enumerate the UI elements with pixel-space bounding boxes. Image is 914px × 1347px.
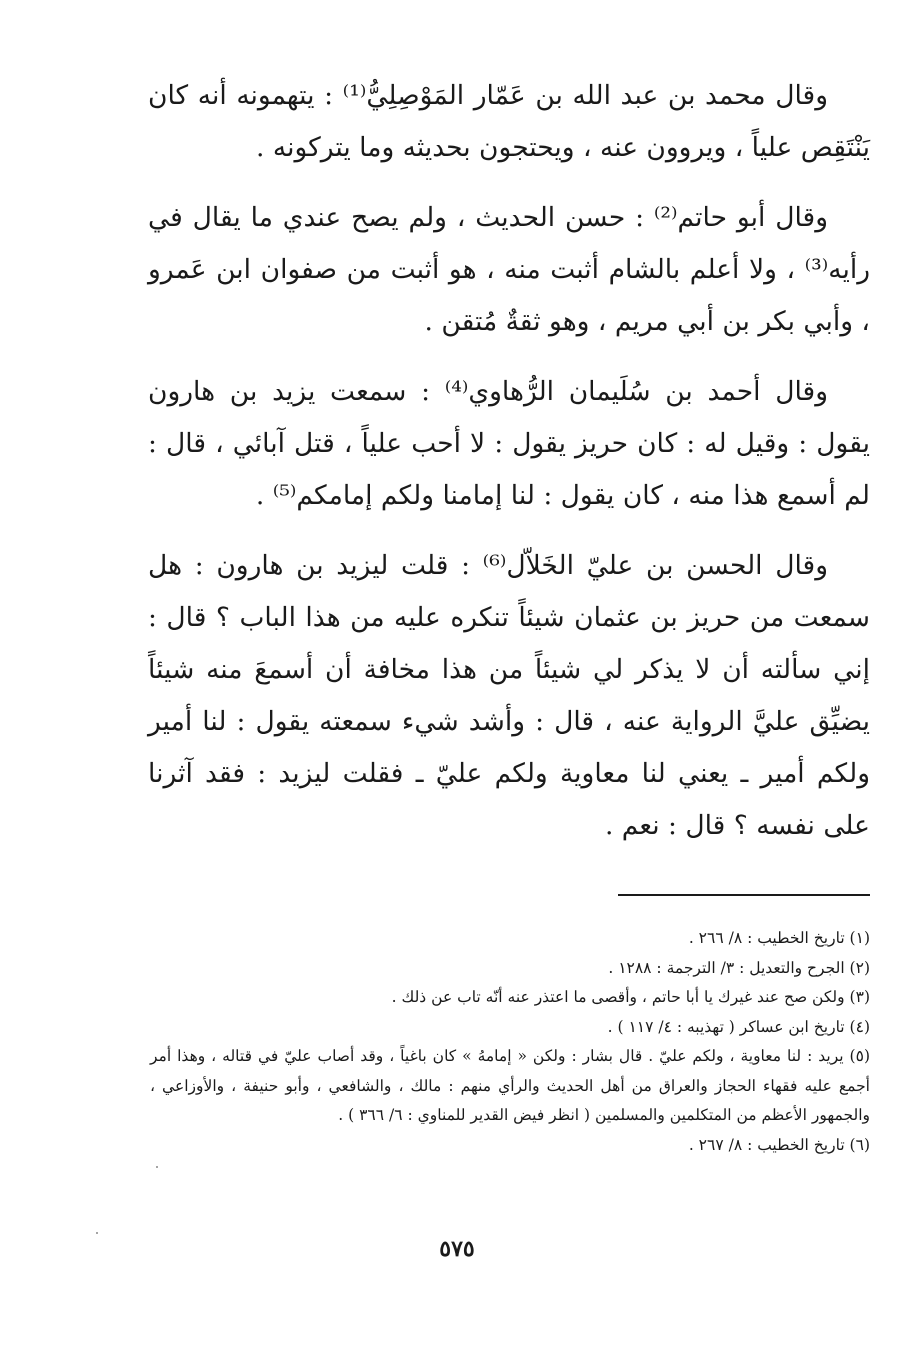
footnotes-section bbox=[150, 924, 870, 1160]
footnote-2: (٢) الجرح والتعديل : ٣/ الترجمة : ١٢٨٨ . bbox=[608, 958, 870, 977]
footnote-3: (٣) ولكن صح عند غيرك يا أبا حاتم ، وأقصى ما اعتذر عنه أنّه تاب عن ذلك . bbox=[391, 988, 870, 1006]
main-text-body bbox=[148, 70, 870, 870]
paragraph-abu-hatim: وقال أبو حاتم⁽²⁾ : حسن الحديث ، ولم يصح عندي ما يقال في رأيه⁽³⁾ ، ولا أعلم بالشام أثبت منه ، هو أثبت من صفوان ابن عَمرو ، وأبي بكر بن أبي مريم ، وهو ثقةٌ مُتقن . bbox=[148, 202, 870, 337]
footnote-6: (٦) تاريخ الخطيب : ٨/ ٢٦٧ . bbox=[688, 1135, 870, 1154]
footnote-4: (٤) تاريخ ابن عساكر ( تهذيبه : ٤/ ١١٧ ) . bbox=[607, 1017, 870, 1036]
footnote-5: (٥) يريد : لنا معاوية ، ولكم عليّ . قال بشار : ولكن « إمامهُ » كان باغياً ، وقد أصاب عليّ في قتاله ، وهذا أمر أجمع عليه فقهاء الحجاز والعراق من أهل الحديث والرأي منهم : مالك ، والشافعي ، وأبو حنيفة ، والأوزاعي ، والجمهور الأعظم من المتكلمين والمسلمين ( انظر فيض القدير للمناوي : ٦/ ٣٦٦ ) . bbox=[150, 1047, 870, 1124]
footnote-divider bbox=[618, 894, 870, 896]
paragraph-al-khallal: وقال الحسن بن عليّ الخَلاّل⁽⁶⁾ : قلت ليزيد بن هارون : هل سمعت من حريز بن عثمان شيئاً تنكره عليه من هذا الباب ؟ قال : إني سألته أن لا يذكر لي شيئاً من هذا مخافة أن أسمعَ منه شيئاً يضيِّق عليَّ الرواية عنه ، قال : وأشد شيء سمعته يقول : لنا أمير ولكم أمير ـ يعني لنا معاوية ولكم عليّ ـ فقلت ليزيد : فقد آثرنا على نفسه ؟ قال : نعم . bbox=[148, 550, 870, 841]
scan-speck bbox=[96, 1232, 98, 1234]
paragraph-al-ruhawi: وقال أحمد بن سُلَيمان الرُّهاوي⁽⁴⁾ : سمعت يزيد بن هارون يقول : وقيل له : كان حريز يقول : لا أحب علياً ، قتل آبائي ، قال : لم أسمع هذا منه ، كان يقول : لنا إمامنا ولكم إمامكم⁽⁵⁾ . bbox=[148, 376, 870, 511]
scan-speck bbox=[156, 1166, 158, 1168]
page-number: ٥٧٥ bbox=[439, 1236, 475, 1262]
footnote-1: (١) تاريخ الخطيب : ٨/ ٢٦٦ . bbox=[688, 929, 870, 947]
paragraph-ibn-ammar: وقال محمد بن عبد الله بن عَمّار المَوْصِلِيُّ⁽¹⁾ : يتهمونه أنه كان يَنْتَقِص علياً ، ويروون عنه ، ويحتجون بحديثه وما يتركونه . bbox=[148, 80, 870, 163]
